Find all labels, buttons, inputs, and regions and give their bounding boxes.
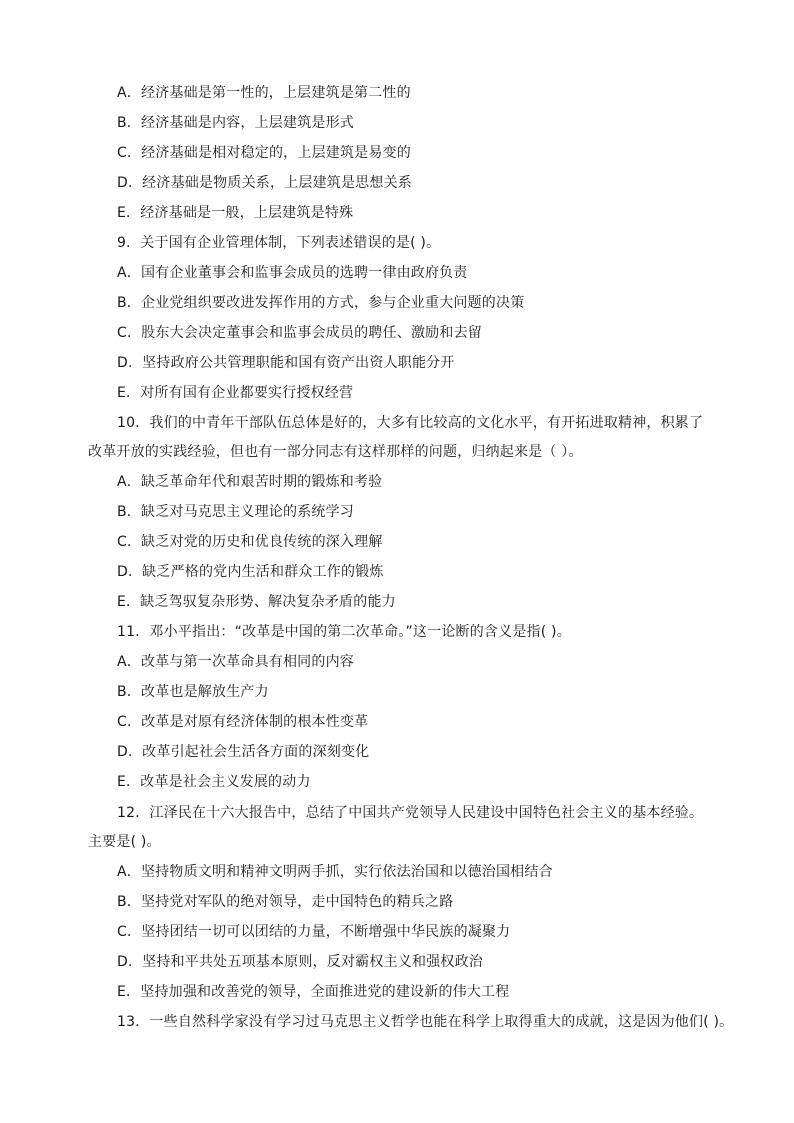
q10-option-c: C．缺乏对党的历史和优良传统的深入理解 (117, 534, 383, 550)
q9-option-d: D．坚持政府公共管理职能和国有资产出资人职能分开 (117, 355, 455, 371)
q11-option-d: D．改革引起社会生活各方面的深刻变化 (117, 744, 370, 760)
q10-option-e: E．缺乏驾驭复杂形势、解决复杂矛盾的能力 (117, 594, 396, 610)
q12-option-e: E．坚持加强和改善党的领导，全面推进党的建设新的伟大工程 (117, 984, 510, 1000)
question-12-stem-line2: 主要是( )。 (88, 834, 161, 850)
question-11-stem: 11．邓小平指出：“改革是中国的第二次革命。”这一论断的含义是指( )。 (117, 624, 571, 640)
question-13-stem: 13．一些自然科学家没有学习过马克思主义哲学也能在科学上取得重大的成就，这是因为他们( )。 (117, 1014, 734, 1030)
option-e: E．经济基础是一般，上层建筑是特殊 (117, 205, 354, 221)
q10-option-d: D．缺乏严格的党内生活和群众工作的锻炼 (117, 564, 384, 580)
option-c: C．经济基础是相对稳定的，上层建筑是易变的 (117, 145, 411, 161)
option-a: A．经济基础是第一性的，上层建筑是第二性的 (117, 85, 411, 101)
question-10-stem-line2: 改革开放的实践经验，但也有一部分同志有这样那样的问题，归纳起来是（ ）。 (88, 444, 583, 460)
question-10-stem-line1: 10．我们的中青年干部队伍总体是好的，大多有比较高的文化水平，有开拓进取精神，积累了 (117, 415, 704, 431)
q11-option-c: C．改革是对原有经济体制的根本性变革 (117, 714, 369, 730)
q11-option-a: A．改革与第一次革命具有相同的内容 (117, 654, 354, 670)
q9-option-b: B．企业党组织要改进发挥作用的方式，参与企业重大问题的决策 (117, 295, 525, 311)
q11-option-b: B．改革也是解放生产力 (117, 684, 269, 700)
q10-option-a: A．缺乏革命年代和艰苦时期的锻炼和考验 (117, 474, 383, 490)
q9-option-a: A．国有企业董事会和监事会成员的选聘一律由政府负责 (117, 265, 468, 281)
question-12-stem-line1: 12．江泽民在十六大报告中，总结了中国共产党领导人民建设中国特色社会主义的基本经验。 (117, 805, 704, 821)
q12-option-d: D．坚持和平共处五项基本原则，反对霸权主义和强权政治 (117, 954, 483, 970)
q12-option-b: B．坚持党对军队的绝对领导，走中国特色的精兵之路 (117, 894, 454, 910)
q12-option-c: C．坚持团结一切可以团结的力量，不断增强中华民族的凝聚力 (117, 924, 511, 940)
q9-option-e: E．对所有国有企业都要实行授权经营 (117, 385, 354, 401)
q10-option-b: B．缺乏对马克思主义理论的系统学习 (117, 504, 355, 520)
option-d: D．经济基础是物质关系，上层建筑是思想关系 (117, 175, 412, 191)
option-b: B．经济基础是内容，上层建筑是形式 (117, 115, 355, 131)
q12-option-a: A．坚持物质文明和精神文明两手抓，实行依法治国和以德治国相结合 (117, 864, 553, 880)
q9-option-c: C．股东大会决定董事会和监事会成员的聘任、激励和去留 (117, 325, 482, 341)
question-9-stem: 9．关于国有企业管理体制，下列表述错误的是( )。 (117, 235, 441, 251)
q11-option-e: E．改革是社会主义发展的动力 (117, 774, 311, 790)
